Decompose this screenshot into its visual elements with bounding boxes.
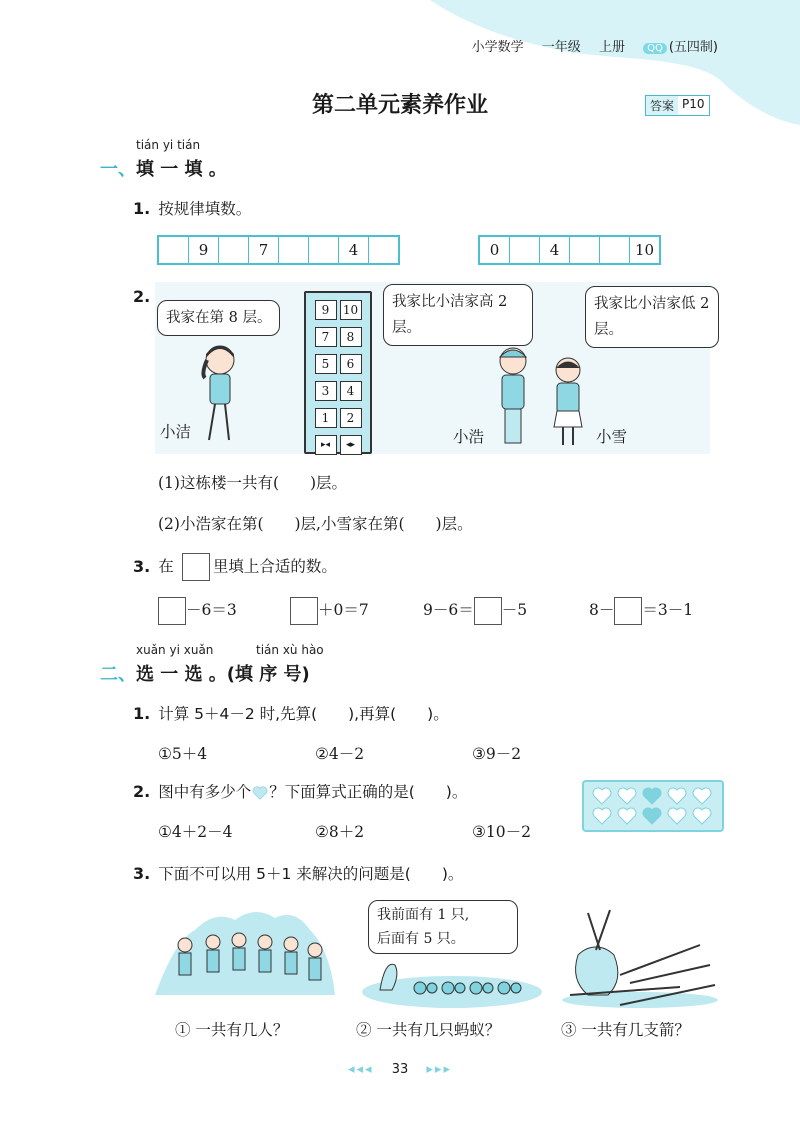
floor-button[interactable]: 9 [315, 300, 337, 320]
page-number: 33 [391, 1062, 409, 1077]
arrows-vase-picture [560, 905, 720, 1010]
seq-b-cell[interactable] [510, 237, 540, 263]
prev-arrows-icon: ◂◂◂ [348, 1062, 374, 1077]
eq1-text: －6＝3 [186, 601, 237, 619]
eq4-right: ＝3－1 [642, 601, 694, 619]
floor-button[interactable]: 3 [315, 381, 337, 401]
eq2-text: ＋0＝7 [318, 601, 369, 619]
s1-q2-sub1: (1)这栋楼一共有( )层。 [158, 474, 348, 492]
s1-q3-text-b: 里填上合适的数。 [212, 557, 337, 576]
page-title: 第二单元素养作业 [311, 93, 488, 118]
next-arrows-icon: ▸▸▸ [426, 1062, 452, 1077]
seq-b-cell[interactable] [600, 237, 630, 263]
s2-q2 [133, 780, 467, 802]
floor-button[interactable]: 1 [315, 408, 337, 428]
name-xiaoxue: 小雪 [596, 428, 628, 446]
bubble-xiaohao: 我家比小洁家高 2 层。 [383, 284, 533, 346]
seq-b-cell: 0 [480, 237, 510, 263]
heart-icon [251, 786, 269, 800]
header-volume: 上册 [598, 40, 625, 55]
s2-q3-text: 下面不可以用 5＋1 来解决的问题是( )。 [158, 865, 464, 883]
floor-button[interactable]: 6 [340, 354, 362, 374]
eq3-left: 9－6＝ [423, 601, 474, 619]
s2-q3-number: 3. [133, 864, 151, 883]
s1-q3-text-a: 在 [158, 557, 174, 576]
children-picture [155, 900, 340, 1010]
s1-q3-number: 3. [133, 556, 151, 576]
eq4-left: 8－ [589, 601, 615, 619]
hearts-picture [582, 780, 724, 832]
header-wave-decoration [0, 0, 800, 140]
heart-icon [642, 807, 662, 825]
seq-b-cell: 4 [540, 237, 570, 263]
heart-icon [667, 807, 687, 825]
answer-tag[interactable] [645, 95, 710, 116]
s2-q2-text-a: 图中有多少个 [158, 783, 252, 801]
bubble-xiaoxue: 我家比小洁家低 2 层。 [585, 286, 719, 348]
answer-tag-label: 答案 [646, 96, 678, 115]
page-footer [0, 1062, 800, 1077]
seq-b-cell[interactable] [570, 237, 600, 263]
header-subject: 小学数学 [471, 40, 524, 55]
header-edition: (五四制) [668, 40, 718, 55]
heart-icon [592, 787, 612, 805]
sequence-a [157, 235, 400, 265]
answer-box[interactable] [614, 597, 642, 625]
ant-bubble-line1: 我前面有 1 只, [377, 907, 470, 923]
seq-a-cell: 9 [189, 237, 219, 263]
heart-icon [617, 807, 637, 825]
elevator-row [306, 354, 370, 374]
elevator-row [306, 435, 370, 455]
s2-q3-caption[interactable]: ② 一共有几只蚂蚁？ [356, 1021, 501, 1039]
heart-icon [642, 787, 662, 805]
s1-q1-number: 1. [133, 199, 151, 218]
section1-number: 一、 [100, 159, 136, 180]
equation-1 [158, 597, 237, 625]
elevator-row [306, 327, 370, 347]
header-grade: 一年级 [541, 40, 581, 55]
section2-pinyin-b: tián xù hào [256, 643, 324, 657]
heart-icon [617, 787, 637, 805]
s2-q3-caption[interactable]: ③ 一共有几支箭？ [561, 1021, 690, 1039]
s2-q1-option[interactable]: ③9－2 [472, 745, 522, 763]
boy-xiaohao-illustration [492, 343, 534, 453]
bubble-xiaojie: 我家在第 8 层。 [157, 300, 280, 336]
s1-q1-text: 按规律填数。 [158, 200, 252, 218]
section2-pinyin-a: xuǎn yi xuǎn [136, 643, 214, 657]
equation-2 [290, 597, 369, 625]
heart-icon [692, 807, 712, 825]
seq-a-cell[interactable] [219, 237, 249, 263]
seq-a-cell[interactable] [309, 237, 339, 263]
door-open-button[interactable]: ◂▸ [340, 435, 362, 455]
seq-a-cell: 7 [249, 237, 279, 263]
s2-q2-text-b: ？下面算式正确的是( )。 [269, 783, 468, 801]
ant-bubble-line2: 后面有 5 只。 [377, 931, 465, 947]
section2-title: 选 一 选 。(填 序 号) [136, 664, 310, 685]
seq-a-cell[interactable] [369, 237, 398, 263]
s2-q3-caption[interactable]: ① 一共有几人？ [175, 1021, 289, 1039]
answer-box[interactable] [158, 597, 186, 625]
answer-box[interactable] [474, 597, 502, 625]
header-badge: QQ [643, 43, 667, 54]
section2-number: 二、 [100, 664, 136, 685]
girl-xiaoxue-illustration [548, 353, 588, 453]
s2-q2-option[interactable]: ①4＋2－4 [158, 823, 233, 841]
seq-a-cell[interactable] [159, 237, 189, 263]
s1-q1 [133, 197, 251, 219]
ant-bubble [368, 900, 518, 954]
s2-q1-text: 计算 5＋4－2 时,先算( ),再算( )。 [158, 705, 449, 723]
s1-q3 [133, 553, 337, 581]
floor-button[interactable]: 2 [340, 408, 362, 428]
eq3-right: －5 [501, 601, 528, 619]
s2-q2-number: 2. [133, 782, 151, 801]
answer-box[interactable] [290, 597, 318, 625]
s2-q2-option[interactable]: ②8＋2 [315, 823, 365, 841]
s2-q2-option[interactable]: ③10－2 [472, 823, 531, 841]
s2-q1-number: 1. [133, 704, 151, 723]
name-xiaojie: 小洁 [160, 423, 192, 441]
elevator-row [306, 300, 370, 320]
page-header [458, 36, 718, 55]
floor-button[interactable]: 4 [340, 381, 362, 401]
heart-icon [592, 807, 612, 825]
floor-button[interactable]: 7 [315, 327, 337, 347]
elevator-row [306, 408, 370, 428]
section1-title: 填 一 填 。 [136, 159, 227, 180]
seq-a-cell[interactable] [279, 237, 309, 263]
door-close-button[interactable]: ▸◂ [315, 435, 337, 455]
s2-q1-option[interactable]: ②4－2 [315, 745, 365, 763]
section1-heading [100, 155, 227, 181]
floor-button[interactable]: 10 [340, 300, 362, 320]
s2-q1 [133, 702, 449, 724]
s2-q3 [133, 862, 463, 884]
name-xiaohao: 小浩 [453, 428, 485, 446]
elevator-row [306, 381, 370, 401]
s1-q2-sub2: (2)小浩家在第( )层,小雪家在第( )层。 [158, 515, 473, 533]
heart-icon [667, 787, 687, 805]
ants-picture [360, 950, 545, 1010]
sequence-b [478, 235, 661, 265]
equation-4 [589, 597, 693, 625]
example-box [182, 553, 210, 581]
girl-xiaojie-illustration [195, 340, 245, 450]
floor-button[interactable]: 5 [315, 354, 337, 374]
seq-a-cell: 4 [339, 237, 369, 263]
floor-button[interactable]: 8 [340, 327, 362, 347]
section2-heading [100, 660, 310, 686]
heart-icon [692, 787, 712, 805]
answer-tag-page: P10 [682, 97, 705, 111]
s2-q1-option[interactable]: ①5＋4 [158, 745, 208, 763]
section1-pinyin: tián yi tián [136, 138, 201, 152]
seq-b-cell: 10 [634, 241, 655, 259]
s1-q2-number: 2. [133, 287, 151, 306]
elevator-panel [304, 291, 372, 454]
equation-3 [423, 597, 527, 625]
